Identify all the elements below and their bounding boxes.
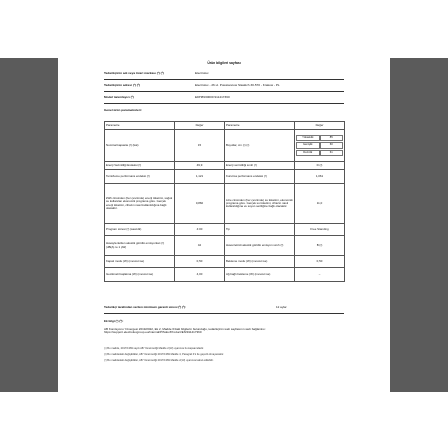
header-value: Electrolux - 26 ul. Powstancow Slaskich 30-570 - Krakow - PL <box>195 83 280 87</box>
footnote: (²) Bu maddedeki değişiklikler, AB Yönetmeliği 2017/1369 Madde 4, Paragraf 4’ü ile geçerli olmayacaktır. <box>104 353 224 356</box>
param-label: Litre cinsinden (her çevrimde) su tüketimi, ekonomik programa göre. Gerçek su tüketimi, cihazın nasıl kullanıldığına ve suyun sertliğine bağlı olacaktır. <box>225 184 295 224</box>
param-value: 0,50 <box>295 256 345 268</box>
divider <box>104 79 344 80</box>
param-label: Tip <box>225 224 295 236</box>
param-label: Hava iletimli akustik gürültü emisyon sınıfı (³) <box>225 236 295 256</box>
dimension-value: 60 <box>320 142 344 149</box>
column-header: Değer <box>175 122 225 130</box>
param-value: 0,50 <box>175 256 225 268</box>
warranty-value: 12 aylar <box>276 305 287 309</box>
column-header: Parametre <box>225 122 295 130</box>
header-label: Tedarikçinin adı veya ticari markası (¹) (²) <box>104 71 164 75</box>
param-value: 15 <box>175 130 225 162</box>
section-title: Genel ürün parametreleri: <box>104 108 142 112</box>
param-value: 0,860 <box>175 184 225 224</box>
warranty-label: Tedarikçi tarafından verilen minimum garanti süresi (²) (³): <box>104 305 187 309</box>
dimension-value: 85 <box>320 135 344 142</box>
param-value: 11,0 <box>295 184 345 224</box>
table-row <box>105 170 345 184</box>
viewer-margin-left <box>0 58 58 392</box>
table-row <box>105 224 345 236</box>
dimension-label: Derinlik <box>296 150 320 157</box>
table-row <box>105 130 345 162</box>
param-value: 4,00 <box>175 268 225 282</box>
dimensions-cell <box>295 130 345 162</box>
column-header: Parametre <box>105 122 175 130</box>
param-value: B (²) <box>295 236 345 256</box>
column-header: Değer <box>295 122 345 130</box>
param-label: Temizleme performans endeksi (³) <box>105 170 175 184</box>
param-label: Kurutma performans endeksi (³) <box>225 170 295 184</box>
extra-info-text: AB Komisyonu Yönergesi 2019/2022, Ek 2, Madde 6’daki bilgilerin bulunduğu, tedarikçinin web sayfasının web bağlantısı: https://support.electroluxgroup.eu/internal/PISdoc/Product/EN/911417360 <box>104 327 266 335</box>
param-value: 49,9 <box>175 162 225 170</box>
viewer-margin-right <box>390 58 448 392</box>
table-row <box>105 184 345 224</box>
header-label: Tedarikçinin adresi (¹) (²) <box>104 83 140 87</box>
param-value: 1,061 <box>295 170 345 184</box>
parameter-table <box>104 121 345 282</box>
param-value: 42 <box>175 236 225 256</box>
table-header-row <box>105 122 345 130</box>
table-row <box>105 236 345 256</box>
param-value: 1,121 <box>175 170 225 184</box>
param-label: Boyutlar, cm (¹) (²) <box>225 130 295 162</box>
param-label: Ağ bağlı bekleme (W) (mevcut ise) <box>225 268 295 282</box>
param-label: Enerji verimliliği sınıfı (³) <box>225 162 295 170</box>
header-label: Model tanımlayıcı (²) <box>104 95 134 99</box>
param-label: Havayla iletilen akustik gürültü emisyonları (³) (dB(A) re 1 pW) <box>105 236 175 256</box>
document-page <box>58 58 390 392</box>
dimension-value: 61 <box>320 150 344 157</box>
table-row <box>105 256 345 268</box>
header-value: EDH8930000 911417360 <box>195 95 230 99</box>
divider <box>104 103 344 104</box>
table-row <box>105 162 345 170</box>
param-label: Bekleme modu (W) (mevcut ise) <box>225 256 295 268</box>
dimensions-subtable <box>296 135 343 157</box>
param-value: Free Standing <box>295 224 345 236</box>
dimension-label: Yükseklik <box>296 135 320 142</box>
dimension-label: Genişlik <box>296 142 320 149</box>
divider <box>104 91 344 92</box>
table-row <box>105 268 345 282</box>
footnote: (³) Bu maddedeki değişiklikler, AB Yönetmeliği 2017/1369 Madde 2(13) uyarınca kabul edilebilir. <box>104 359 214 362</box>
warranty-row <box>104 306 344 309</box>
param-label: Nominal kapasite (³) (kat) <box>105 130 175 162</box>
param-value: 4:00 <box>175 224 225 236</box>
param-label: Kapalı modu (W) (mevcut ise) <box>105 256 175 268</box>
footnote: (¹) Bu madde, 2017/1369 sayılı AB Yönetmeliği Madde 2(13) uyarınca bu kapsamdadır. <box>104 347 204 350</box>
document-title: Ürün bilgileri sayfası <box>207 61 241 65</box>
extra-info-label: Ek bilgi (¹) (²): <box>104 319 124 323</box>
param-value: – <box>295 268 345 282</box>
param-label: Enerji Verimliliği Endeksi (³) <box>105 162 175 170</box>
param-label: Program süresi (³) (saat:dk) <box>105 224 175 236</box>
param-label: kWh cinsinden (her çevrimde) enerji tüketimi, soğuk su kullanılan ekonomik programa göre. Gerçek enerji tüketimi, cihazın nasıl kullanıldığına bağlı olacaktır. <box>105 184 175 224</box>
param-value: D (²) <box>295 162 345 170</box>
divider <box>104 313 344 314</box>
header-value: Electrolux <box>195 71 209 75</box>
param-label: Gecikmeli başlatma (W) (mevcut ise) <box>105 268 175 282</box>
